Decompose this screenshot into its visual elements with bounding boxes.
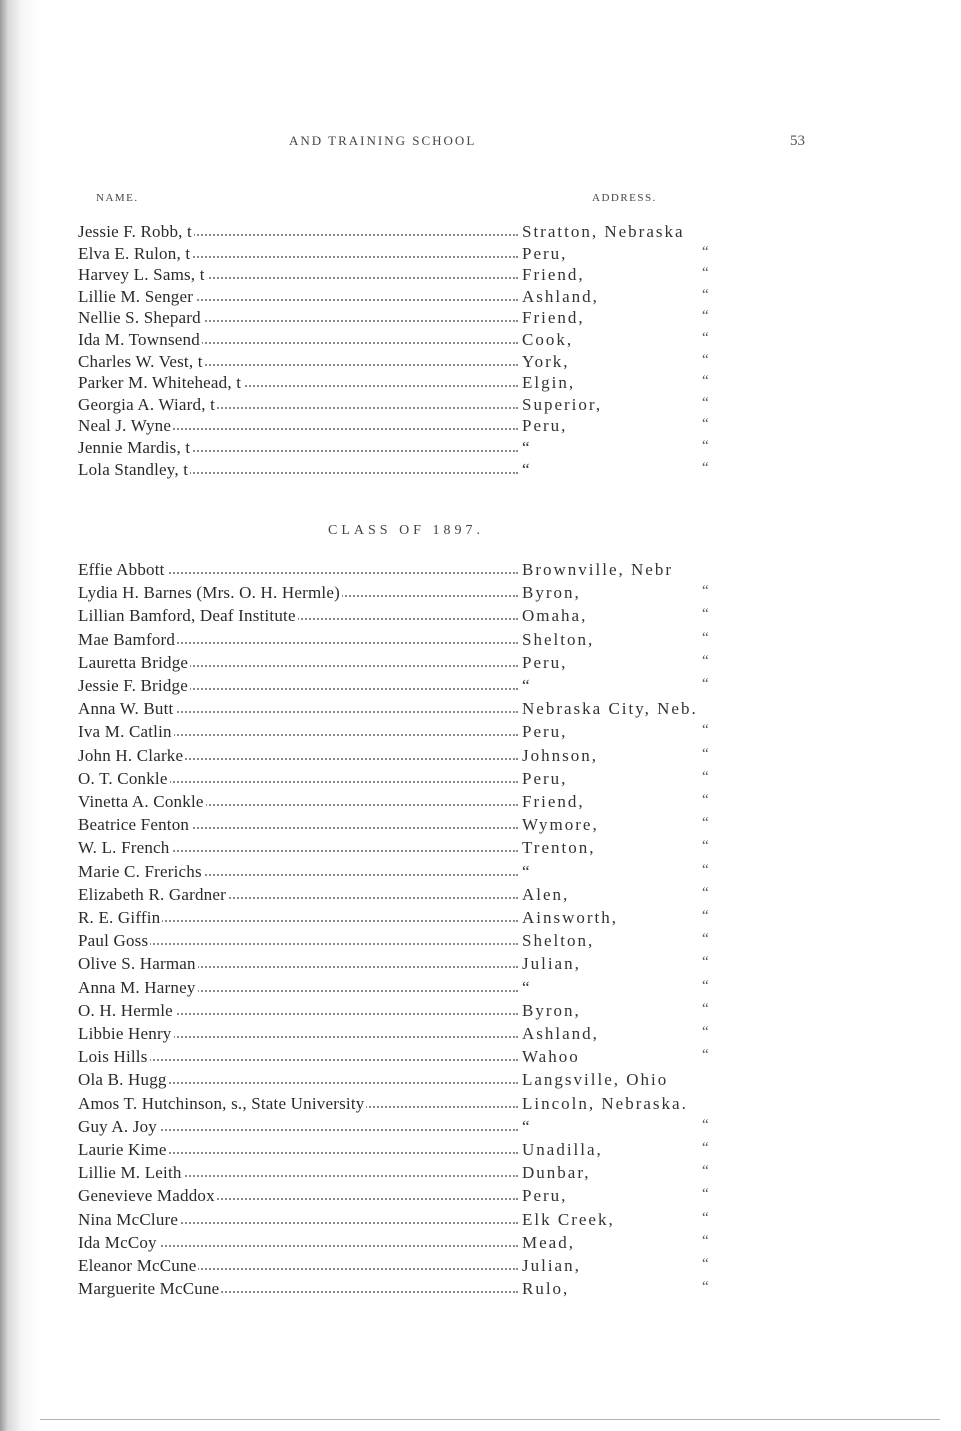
state-ditto-mark: “ (702, 394, 709, 411)
list-item (0, 1186, 961, 1210)
state-ditto-mark: “ (702, 351, 709, 368)
graduate-name (78, 416, 518, 436)
graduate-name-text: Libbie Henry (78, 1024, 172, 1043)
graduate-address: Ainsworth, (522, 908, 619, 927)
graduate-address: Brownville, Nebr (522, 560, 673, 579)
state-ditto-mark: “ (702, 1047, 709, 1064)
graduate-name-text: Anna W. Butt (78, 699, 174, 719)
graduate-name (78, 352, 518, 372)
graduate-name (78, 222, 518, 242)
graduate-address: Rulo, (522, 1279, 570, 1299)
graduate-name (78, 583, 518, 603)
graduate-name-text: Lola Standley, t (78, 459, 189, 479)
graduate-address: Elgin, (522, 373, 576, 393)
graduate-name-text: Charles W. Vest, t (78, 351, 203, 371)
graduate-name-text: Olive S. Harman (78, 954, 196, 974)
state-ditto-mark: “ (702, 676, 709, 692)
graduate-name (78, 1047, 518, 1067)
state-ditto-mark: “ (702, 652, 709, 669)
graduate-name-text: Georgia A. Wiard, t (78, 394, 216, 414)
graduate-name (78, 1233, 518, 1253)
graduate-address: Dunbar, (522, 1163, 591, 1183)
graduate-name-text: Ola B. Hugg (78, 1070, 167, 1090)
list-item (0, 908, 961, 932)
graduate-name (78, 1140, 518, 1160)
graduate-address: Ashland, (522, 286, 599, 306)
state-ditto-mark: “ (702, 438, 709, 454)
graduate-name-text: Elva E. Rulon, t (78, 243, 191, 263)
state-ditto-mark: “ (702, 330, 709, 346)
graduate-address: “ (522, 459, 532, 479)
graduate-name (78, 395, 518, 415)
list-item (0, 1140, 961, 1164)
graduate-address: Peru, (522, 722, 568, 742)
graduate-name (78, 699, 518, 719)
graduate-name-text: Anna M. Harney (78, 977, 196, 997)
list-item (0, 265, 961, 289)
graduate-name (78, 769, 518, 789)
list-item (0, 838, 961, 862)
list-item (0, 1279, 961, 1303)
running-head: AND TRAINING SCHOOL (289, 133, 477, 148)
graduate-name-text: Marie C. Frerichs (78, 861, 202, 881)
name-column-heading: NAME. (96, 192, 139, 204)
state-ditto-mark: “ (702, 884, 709, 901)
graduate-address: Lincoln, Nebraska. (522, 1093, 688, 1113)
list-item (0, 352, 961, 376)
list-item (0, 699, 961, 723)
graduate-name (78, 931, 518, 951)
graduate-address: Elk Creek, (522, 1209, 615, 1229)
graduate-name-text: Amos T. Hutchinson, s., State University (78, 1093, 365, 1113)
graduate-name-text: Lillie M. Leith (78, 1163, 182, 1183)
list-item (0, 222, 961, 246)
graduate-name-text: Laurie Kime (78, 1140, 167, 1159)
list-item (0, 722, 961, 746)
list-item (0, 746, 961, 770)
state-ditto-mark: “ (702, 908, 709, 924)
graduate-name (78, 954, 518, 974)
graduate-address: Stratton, Nebraska (522, 222, 685, 241)
graduate-name-text: Lillian Bamford, Deaf Institute (78, 606, 296, 626)
graduate-name-text: O. H. Hermle (78, 1000, 173, 1020)
list-item (0, 1233, 961, 1257)
list-item (0, 1094, 961, 1118)
graduate-name-text: Eleanor McCune (78, 1256, 197, 1275)
graduate-name (78, 885, 518, 905)
graduate-name (78, 308, 518, 328)
graduate-address: Alen, (522, 884, 570, 904)
graduate-name (78, 978, 518, 998)
state-ditto-mark: “ (702, 265, 709, 282)
graduate-address: Peru, (522, 1186, 568, 1206)
graduate-name (78, 676, 518, 696)
list-item (0, 885, 961, 909)
graduate-name (78, 265, 518, 285)
graduate-name (78, 1163, 518, 1183)
list-item (0, 792, 961, 816)
graduate-address: York, (522, 351, 570, 371)
graduate-name (78, 792, 518, 812)
state-ditto-mark: “ (702, 768, 709, 785)
graduate-name (78, 815, 518, 835)
graduate-name-text: Harvey L. Sams, t (78, 265, 205, 285)
graduate-name-text: Jessie F. Robb, t (78, 222, 192, 241)
graduate-name (78, 908, 518, 928)
state-ditto-mark: “ (702, 1256, 709, 1272)
list-item (0, 1256, 961, 1280)
graduate-address: Peru, (522, 243, 568, 263)
graduate-address: Omaha, (522, 606, 588, 626)
graduate-name (78, 722, 518, 742)
state-ditto-mark: “ (702, 1163, 709, 1180)
graduate-name-text: W. L. French (78, 838, 170, 858)
graduate-name-text: Ida M. Townsend (78, 330, 200, 349)
graduate-address: Trenton, (522, 838, 596, 858)
list-item (0, 438, 961, 462)
graduate-address: Nebraska City, Neb. (522, 699, 698, 719)
list-item (0, 330, 961, 354)
graduate-address: “ (522, 977, 532, 997)
state-ditto-mark: “ (702, 861, 709, 878)
graduate-address: Ashland, (522, 1024, 599, 1043)
graduate-name (78, 1001, 518, 1021)
page-edge-rule (40, 1419, 940, 1420)
graduate-name (78, 460, 518, 480)
state-ditto-mark: “ (702, 1140, 709, 1156)
graduate-name-text: Lydia H. Barnes (Mrs. O. H. Hermle) (78, 583, 340, 603)
state-ditto-mark: “ (702, 459, 709, 476)
page-header (0, 133, 961, 153)
state-ditto-mark: “ (702, 583, 709, 600)
graduate-address: Shelton, (522, 931, 595, 951)
graduate-name (78, 630, 518, 650)
state-ditto-mark: “ (702, 1209, 709, 1226)
list-item (0, 560, 961, 584)
state-ditto-mark: “ (702, 606, 709, 623)
state-ditto-mark: “ (702, 954, 709, 971)
graduate-name (78, 1094, 518, 1114)
list-item (0, 308, 961, 332)
state-ditto-mark: “ (702, 722, 709, 739)
list-item (0, 1117, 961, 1141)
list-item (0, 653, 961, 677)
state-ditto-mark: “ (702, 1000, 709, 1017)
graduate-address: “ (522, 1116, 532, 1136)
graduate-name-text: Jennie Mardis, t (78, 438, 191, 457)
graduate-name (78, 330, 518, 350)
graduate-address: Julian, (522, 1256, 581, 1275)
list-item (0, 769, 961, 793)
state-ditto-mark: “ (702, 931, 709, 948)
graduate-address: Peru, (522, 416, 568, 436)
list-item (0, 1163, 961, 1187)
graduate-name-text: Mae Bamford (78, 629, 176, 649)
graduate-address: Wymore, (522, 815, 599, 835)
state-ditto-mark: “ (702, 815, 709, 832)
graduate-name (78, 606, 518, 626)
list-item (0, 460, 961, 484)
graduate-name-text: Lauretta Bridge (78, 652, 189, 672)
address-column-heading: ADDRESS. (592, 192, 657, 204)
graduate-name-text: Iva M. Catlin (78, 722, 172, 742)
graduate-address: Superior, (522, 394, 603, 414)
state-ditto-mark: “ (702, 243, 709, 260)
list-item (0, 1070, 961, 1094)
graduate-address: Friend, (522, 308, 585, 328)
graduate-address: Unadilla, (522, 1140, 603, 1159)
graduate-name-text: Lois Hills (78, 1047, 148, 1067)
graduate-address: Langsville, Ohio (522, 1070, 669, 1090)
list-item (0, 395, 961, 419)
list-item (0, 815, 961, 839)
state-ditto-mark: “ (702, 792, 709, 808)
page-number: 53 (790, 133, 805, 149)
list-item (0, 244, 961, 268)
state-ditto-mark: “ (702, 286, 709, 303)
state-ditto-mark: “ (702, 977, 709, 994)
graduate-name-text: Marguerite McCune (78, 1279, 220, 1299)
list-item (0, 416, 961, 440)
state-ditto-mark: “ (702, 1232, 709, 1249)
graduate-name (78, 838, 518, 858)
list-item (0, 1001, 961, 1025)
graduate-name (78, 373, 518, 393)
graduate-address: Byron, (522, 583, 581, 603)
graduate-address: Friend, (522, 792, 585, 811)
graduate-name (78, 1210, 518, 1230)
state-ditto-mark: “ (702, 745, 709, 762)
graduate-address: Peru, (522, 652, 568, 672)
graduate-name-text: Jessie F. Bridge (78, 676, 188, 695)
graduate-name (78, 1279, 518, 1299)
graduate-name-text: John H. Clarke (78, 745, 184, 765)
graduate-name-text: Neal J. Wyne (78, 416, 172, 436)
graduate-address: Friend, (522, 265, 585, 285)
graduate-name (78, 287, 518, 307)
state-ditto-mark: “ (702, 629, 709, 646)
graduate-name-text: O. T. Conkle (78, 768, 168, 788)
graduate-name (78, 1117, 518, 1137)
list-item (0, 862, 961, 886)
state-ditto-mark: “ (702, 838, 709, 855)
state-ditto-mark: “ (702, 1186, 709, 1203)
graduate-name-text: Nellie S. Shepard (78, 308, 201, 328)
state-ditto-mark: “ (702, 373, 709, 390)
graduate-address: Wahoo (522, 1047, 580, 1067)
graduate-name-text: Genevieve Maddox (78, 1186, 215, 1206)
graduate-address: Julian, (522, 954, 581, 974)
list-item (0, 1047, 961, 1071)
graduate-name-text: Guy A. Joy (78, 1116, 157, 1136)
graduate-name-text: Nina McClure (78, 1209, 179, 1229)
graduate-name-text: Vinetta A. Conkle (78, 792, 204, 811)
graduate-address: “ (522, 438, 532, 457)
list-item (0, 373, 961, 397)
list-item (0, 954, 961, 978)
graduate-name (78, 862, 518, 882)
state-ditto-mark: “ (702, 1279, 709, 1296)
graduate-name-text: Paul Goss (78, 931, 149, 951)
list-item (0, 931, 961, 955)
list-item (0, 978, 961, 1002)
graduate-name (78, 1186, 518, 1206)
graduate-name (78, 1256, 518, 1276)
graduate-address: “ (522, 676, 532, 695)
class-heading: CLASS OF 1897. (328, 523, 484, 538)
list-item (0, 606, 961, 630)
graduate-address: “ (522, 861, 532, 881)
state-ditto-mark: “ (702, 416, 709, 433)
graduate-name (78, 1024, 518, 1044)
state-ditto-mark: “ (702, 1024, 709, 1040)
graduate-name (78, 746, 518, 766)
graduate-address: Peru, (522, 768, 568, 788)
list-item (0, 583, 961, 607)
graduate-name (78, 244, 518, 264)
list-item (0, 676, 961, 700)
list-item (0, 630, 961, 654)
state-ditto-mark: “ (702, 1116, 709, 1133)
list-item (0, 287, 961, 311)
graduate-name-text: Elizabeth R. Gardner (78, 884, 226, 904)
graduate-address: Mead, (522, 1232, 575, 1252)
graduate-name (78, 1070, 518, 1090)
state-ditto-mark: “ (702, 308, 709, 325)
graduate-name-text: Lillie M. Senger (78, 286, 194, 306)
graduate-address: Cook, (522, 330, 574, 349)
graduate-address: Shelton, (522, 629, 595, 649)
graduate-address: Johnson, (522, 745, 598, 765)
graduate-name-text: Beatrice Fenton (78, 815, 190, 835)
graduate-name-text: Effie Abbott (78, 560, 165, 579)
list-item (0, 1210, 961, 1234)
graduate-name-text: Ida McCoy (78, 1232, 157, 1252)
graduate-name (78, 653, 518, 673)
graduate-name (78, 438, 518, 458)
graduate-name-text: Parker M. Whitehead, t (78, 373, 242, 393)
graduate-address: Byron, (522, 1000, 581, 1020)
list-item (0, 1024, 961, 1048)
graduate-name (78, 560, 518, 580)
graduate-name-text: R. E. Giffin (78, 908, 161, 927)
